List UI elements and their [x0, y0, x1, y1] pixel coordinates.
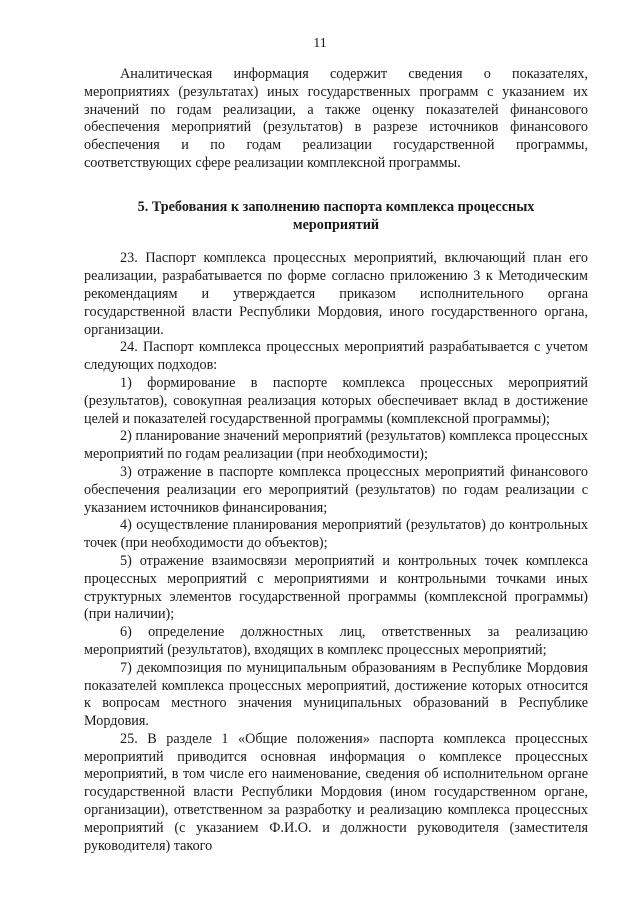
list-item-2: 2) планирование значений мероприятий (результатов) комплекса процессных мероприятий по годам реализации (при необходимости);	[84, 428, 588, 463]
list-item-1: 1) формирование в паспорте комплекса процессных мероприятий (результатов), совокупная реализация которых обеспечивает вклад в достижение целей и показателей государственной программы (комплексной программы);	[84, 374, 588, 427]
list-item-4: 4) осуществление планирования мероприятий (результатов) до контрольных точек (при необходимости до объектов);	[84, 517, 588, 552]
paragraph-23: 23. Паспорт комплекса процессных мероприятий, включающий план его реализации, разрабатывается по форме согласно приложению 3 к Методическим рекомендациям и утверждается приказом исполнительного органа государственной власти Республики Мордовия, иного государственного органа, организации.	[84, 250, 588, 338]
list-item-5: 5) отражение взаимосвязи мероприятий и контрольных точек комплекса процессных мероприятий с мероприятиями и контрольными точками иных структурных элементов государственной программы (комплексной программы) (при наличии);	[84, 552, 588, 623]
paragraph-25: 25. В разделе 1 «Общие положения» паспорта комплекса процессных мероприятий приводится основная информация о комплексе процессных мероприятий, в том числе его наименование, сведения об исполнительном органе государственной власти Республики Мордовия (ином государственном органе, организации), ответственном за разработку и реализацию комплекса процессных мероприятий (с указанием Ф.И.О. и должности руководителя (заместителя руководителя) такого	[84, 730, 588, 854]
list-item-6: 6) определение должностных лиц, ответственных за реализацию мероприятий (результатов), входящих в комплекс процессных мероприятий;	[84, 624, 588, 658]
section-heading: 5. Требования к заполнению паспорта комплекса процессных мероприятий	[137, 198, 535, 233]
paragraph-24: 24. Паспорт комплекса процессных мероприятий разрабатывается с учетом следующих подходов:	[84, 339, 588, 374]
list-item-7: 7) декомпозиция по муниципальным образованиям в Республике Мордовия показателей комплекса процессных мероприятий, достижение которых относится к вопросам местного значения муниципальных образований в Республике Мордовия.	[84, 659, 588, 730]
page-content	[84, 66, 588, 855]
intro-paragraph: Аналитическая информация содержит сведения о показателях, мероприятиях (результатах) иных государственных программ с указанием их значений по годам реализации, а также оценку показателей финансового обеспечения мероприятий (результатов) в разрезе источников финансового обеспечения и по годам реализации государственной программы, соответствующих сфере реализации комплексной программы.	[84, 66, 588, 171]
page-number: 11	[313, 36, 327, 51]
list-item-3: 3) отражение в паспорте комплекса процессных мероприятий финансового обеспечения реализации его мероприятий (результатов) по годам реализации с указанием источников финансирования;	[84, 463, 588, 516]
